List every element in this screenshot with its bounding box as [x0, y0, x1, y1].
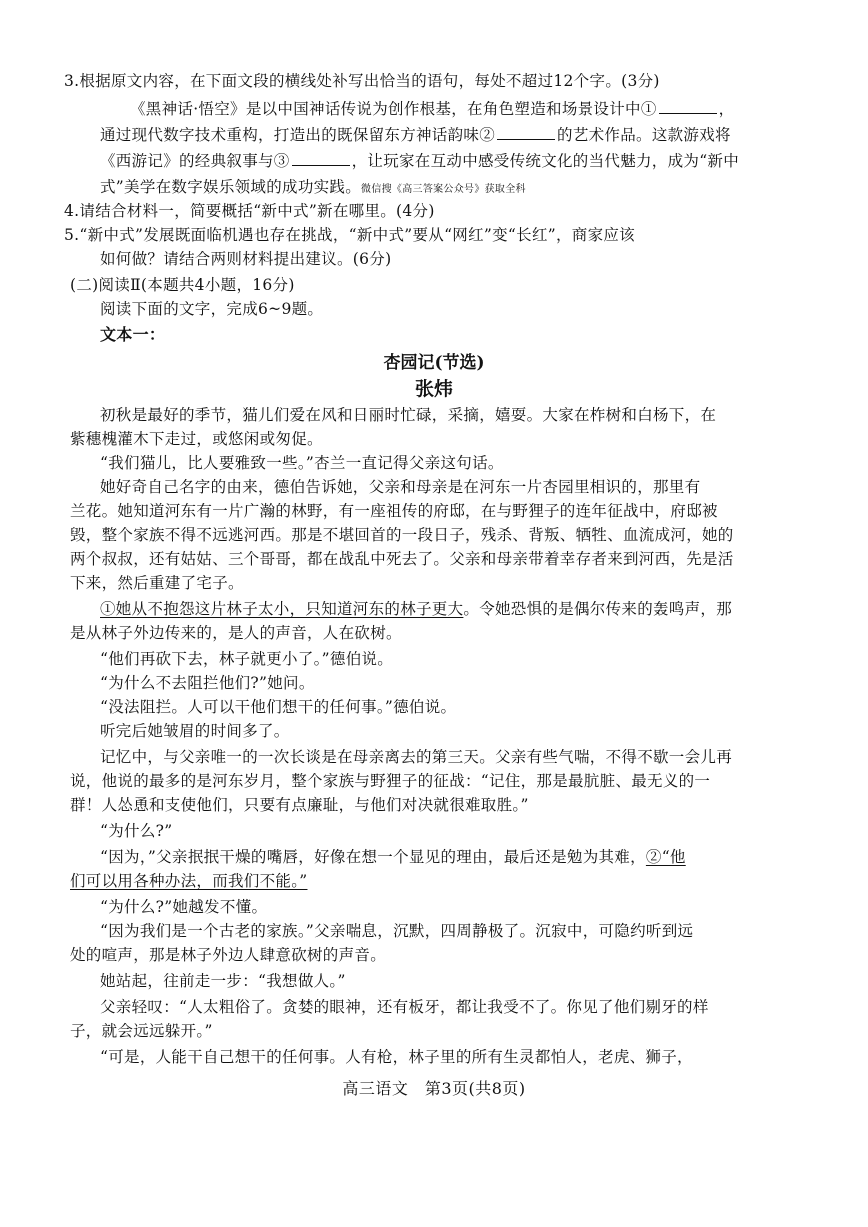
paragraph-line: 是从林子外边传来的，是人的声音，人在砍树。: [70, 624, 402, 642]
paragraph-line: 处的喧声，那是林子外边人肆意砍树的声音。: [70, 946, 387, 964]
answer-blank-1[interactable]: [659, 99, 717, 114]
paragraph-line: 毁，整个家族不得不远逃河西。那是不堪回首的一段日子，残杀、背叛、牺牲、血流成河，她的: [70, 526, 734, 544]
paragraph-line: 下来，然后重建了宅子。: [70, 574, 244, 592]
paragraph-line: 她好奇自己名字的由来，德伯告诉她，父亲和母亲是在河东一片杏园里相识的，那里有: [100, 478, 701, 496]
section-2-heading: (二)阅读Ⅱ(本题共4小题，16分): [70, 276, 295, 294]
paragraph-line: 群！人怂恿和支使他们，只要有点廉耻，与他们对决就很难取胜。”: [70, 796, 529, 814]
paragraph-line: “没法阻拦。人可以干他们想干的任何事。”德伯说。: [100, 698, 457, 716]
paragraph-line: 紫穗槐灌木下走过，或悠闲或匆促。: [70, 430, 323, 448]
paragraph-line: 父亲轻叹：“人太粗俗了。贪婪的眼神，还有板牙，都让我受不了。你见了他们剔牙的样: [100, 998, 709, 1016]
paragraph-line: “他们再砍下去，林子就更小了。”德伯说。: [100, 650, 394, 668]
paragraph-line: “为什么不去阻拦他们?”她问。: [100, 674, 315, 692]
question-3-stem: 3.根据原文内容，在下面文段的横线处补写出恰当的语句，每处不超过12个字。(3分): [64, 72, 660, 90]
article-author: 张炜: [414, 378, 453, 400]
paragraph-line: ①她从不抱怨这片林子太小，只知道河东的林子更大。令她恐惧的是偶尔传来的轰鸣声，那: [100, 600, 733, 618]
question-3-passage-line-1: 《黑神话·悟空》是以中国神话传说为创作根基，在角色塑造和场景设计中① ，: [130, 100, 735, 118]
question-3-passage-line-3: 《西游记》的经典叙事与③ ，让玩家在互动中感受传统文化的当代魅力，成为“新中: [100, 152, 740, 170]
paragraph-line: “因为我们是一个古老的家族。”父亲喘息，沉默，四周静极了。沉寂中，可隐约听到远: [100, 922, 694, 940]
paragraph-line: 记忆中，与父亲唯一的一次长谈是在母亲离去的第三天。父亲有些气喘，不得不歇一会儿再: [100, 748, 733, 766]
answer-blank-3[interactable]: [292, 151, 350, 166]
paragraph-line: [70, 870, 307, 892]
paragraph-line: 子，就会远远躲开。”: [70, 1022, 213, 1040]
paragraph-line: “可是，人能干自己想干的任何事。人有枪，林子里的所有生灵都怕人，老虎、狮子，: [100, 1048, 693, 1066]
section-2-instruction: 阅读下面的文字，完成6~9题。: [100, 300, 324, 318]
text-one-label: 文本一：: [100, 325, 166, 344]
article-title: 杏园记(节选): [383, 353, 485, 373]
paragraph-line: “因为，”父亲抿抿干燥的嘴唇，好像在想一个显见的理由，最后还是勉为其难，②“他: [100, 848, 686, 866]
paragraph-line: 听完后她皱眉的时间多了。: [100, 722, 290, 740]
question-5-line-2: 如何做？请结合两则材料提出建议。(6分): [100, 250, 392, 268]
underlined-sentence-2: ②“他: [645, 848, 686, 866]
underlined-sentence-1: ①她从不抱怨这片林子太小，只知道河东的林子更大: [100, 600, 464, 618]
watermark-text: 微信搜《高三答案公众号》获取全科: [361, 184, 526, 195]
paragraph-line: “我们猫儿，比人要雅致一些。”杏兰一直记得父亲这句话。: [100, 454, 504, 472]
page-footer: 高三语文 第3页(共8页): [342, 1079, 526, 1098]
paragraph-line: “为什么?”她越发不懂。: [100, 898, 268, 916]
paragraph-line: 两个叔叔，还有姑姑、三个哥哥，都在战乱中死去了。父亲和母亲带着幸存者来到河西，先是活: [70, 550, 734, 568]
paragraph-line: 说，他说的最多的是河东岁月，整个家族与野狸子的征战：“记住，那是最肮脏、最无义的一: [70, 772, 711, 790]
answer-blank-2[interactable]: [497, 125, 555, 140]
paragraph-line: “为什么?”: [100, 822, 173, 840]
question-5-line-1: 5.“新中式”发展既面临机遇也存在挑战，“新中式”要从“网红”变“长红”，商家应该: [64, 226, 635, 244]
question-3-passage-line-4: 式”美学在数字娱乐领域的成功实践。微信搜《高三答案公众号》获取全科: [100, 178, 526, 196]
underlined-sentence-2-cont: 们可以用各种办法，而我们不能。”: [70, 872, 308, 890]
paragraph-line: 初秋是最好的季节，猫儿们爱在风和日丽时忙碌，采摘，嬉耍。大家在柞树和白杨下，在: [100, 406, 717, 424]
paragraph-line: 兰花。她知道河东有一片广瀚的林野，有一座祖传的府邸，在与野狸子的连年征战中，府邸被: [70, 502, 718, 520]
question-4: 4.请结合材料一，简要概括“新中式”新在哪里。(4分): [64, 202, 435, 220]
paragraph-line: 她站起，往前走一步：“我想做人。”: [100, 972, 346, 990]
question-3-passage-line-2: 通过现代数字技术重构，打造出的既保留东方神话韵味② 的艺术作品。这款游戏将: [100, 126, 731, 144]
